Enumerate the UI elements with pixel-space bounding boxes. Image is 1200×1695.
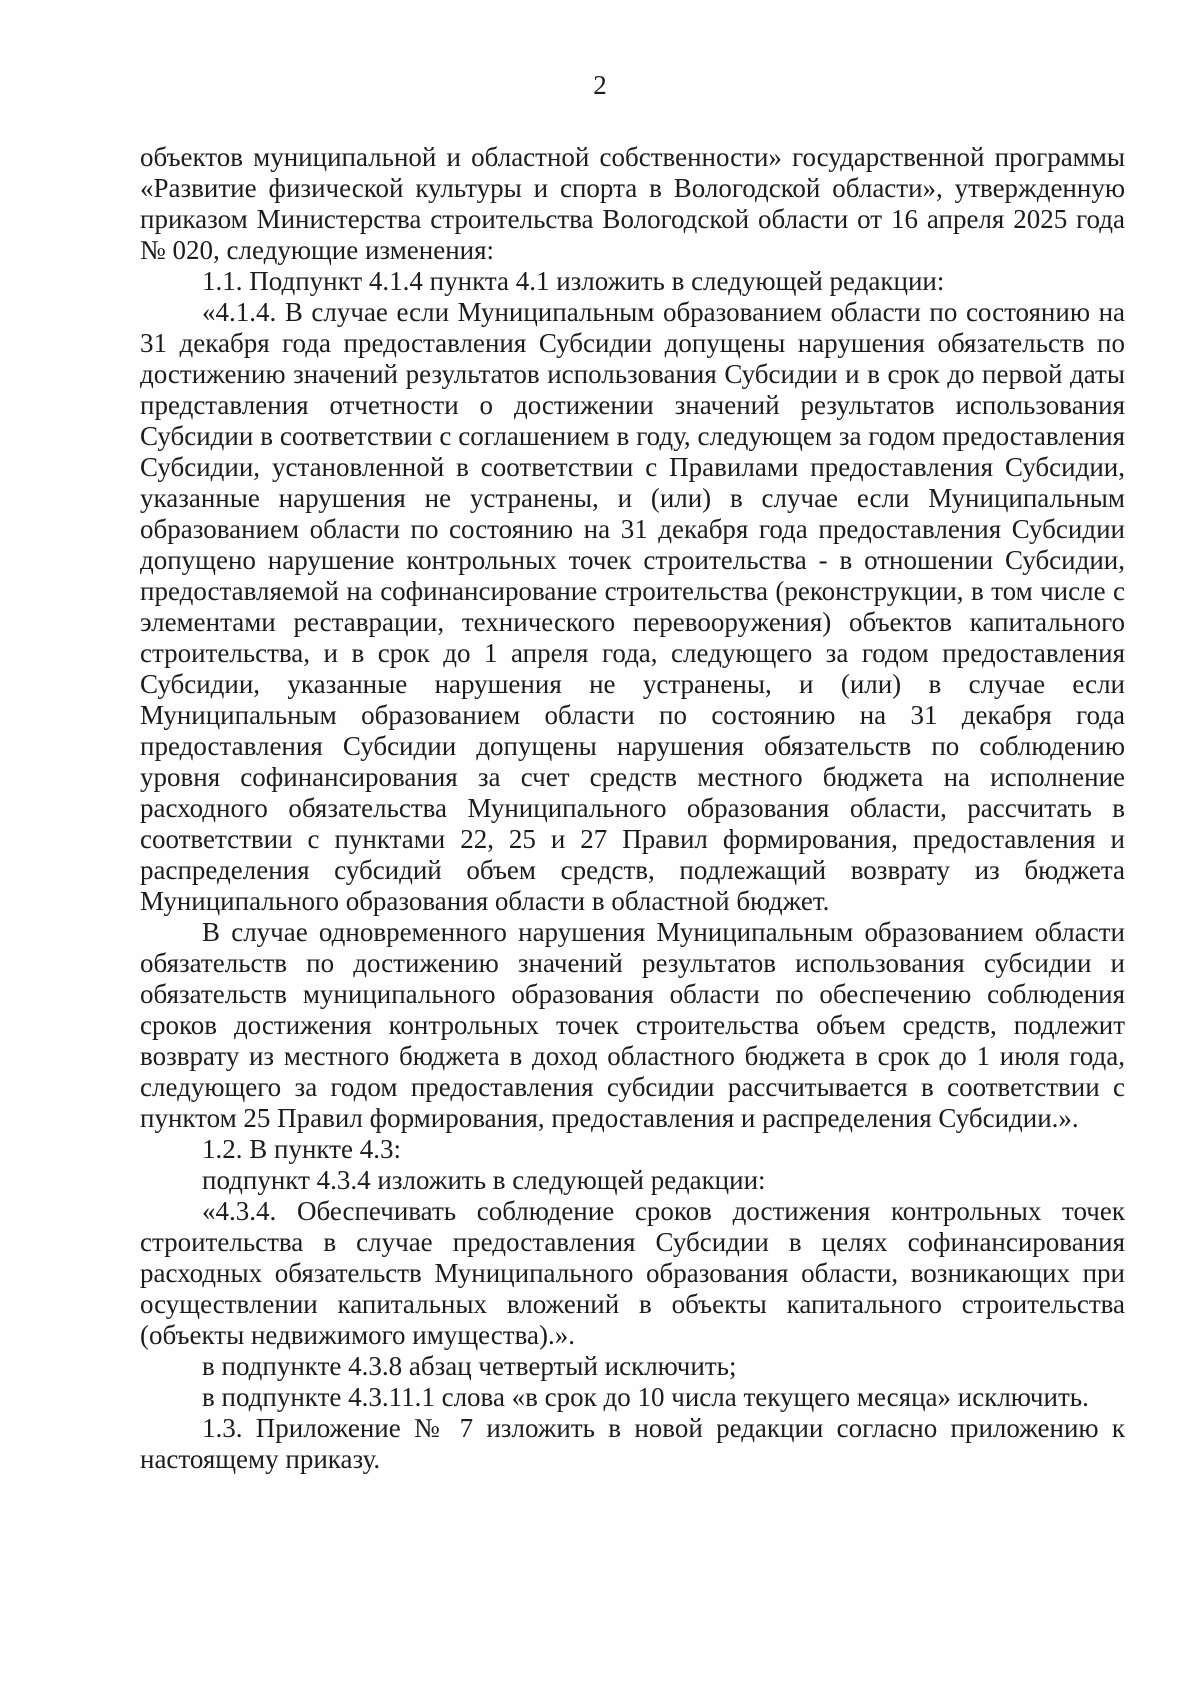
paragraph-simultaneous-violation: В случае одновременного нарушения Муниципальным образованием области обязательств по достижению значений результатов использования субсидии и обязательств муниципального образования области по обеспечению соблюдения сроков достижения контрольных точек строительства объем средств, подлежит возврату из местного бюджета в доход областного бюджета в срок до 1 июля года, следующего за годом предоставления субсидии рассчитывается в соответствии с пунктом 25 Правил формирования, предоставления и распределения Субсидии.». <box>140 917 1125 1133</box>
paragraph-subclause-4-3-4-intro: подпункт 4.3.4 изложить в следующей редакции: <box>202 1165 766 1195</box>
paragraph-clause-4-1-4: «4.1.4. В случае если Муниципальным образованием области по состоянию на 31 декабря года предоставления Субсидии допущены нарушения обязательств по достижению значений результатов использования Субсидии и в срок до первой даты представления отчетности о достижении значений результатов использования Субсидии в соответствии с соглашением в году, следующем за годом предоставления Субсидии, установленной в соответствии с Правилами предоставления Субсидии, указанные нарушения не устранены, и (или) в случае если Муниципальным образованием области по состоянию на 31 декабря года предоставления Субсидии допущено нарушение контрольных точек строительства - в отношении Субсидии, предоставляемой на софинансирование строительства (реконструкции, в том числе с элементами реставрации, технического перевооружения) объектов капитального строительства, и в срок до 1 апреля года, следующего за годом предоставления Субсидии, указанные нарушения не устранены, и (или) в случае если Муниципальным образованием области по состоянию на 31 декабря года предоставления Субсидии допущены нарушения обязательств по соблюдению уровня софинансирования за счет средств местного бюджета на исполнение расходного обязательства Муниципального образования области, рассчитать в соответствии с пунктами 22, 25 и 27 Правил формирования, предоставления и распределения субсидий объем средств, подлежащий возврату из бюджета Муниципального образования области в областной бюджет. <box>140 297 1125 916</box>
paragraph-clause-4-3-4: «4.3.4. Обеспечивать соблюдение сроков достижения контрольных точек строительства в случае предоставления Субсидии в целях софинансирования расходных обязательств Муниципального образования области, возникающих при осуществлении капитальных вложений в объекты капитального строительства (объекты недвижимого имущества).». <box>140 1196 1125 1350</box>
paragraph-subclause-4-3-8: в подпункте 4.3.8 абзац четвертый исключить; <box>202 1351 737 1381</box>
paragraph-item-1-3: 1.3. Приложение № 7 изложить в новой редакции согласно приложению к настоящему приказу. <box>140 1413 1125 1474</box>
paragraph-continuation: объектов муниципальной и областной собственности» государственной программы «Развитие физической культуры и спорта в Вологодской области», утвержденную приказом Министерства строительства Вологодской области от 16 апреля 2025 года № 020, следующие изменения: <box>140 142 1125 265</box>
paragraph-subclause-4-3-11-1: в подпункте 4.3.11.1 слова «в срок до 10 числа текущего месяца» исключить. <box>202 1382 1089 1412</box>
paragraph-item-1-2: 1.2. В пункте 4.3: <box>202 1134 401 1164</box>
paragraph-item-1-1: 1.1. Подпункт 4.1.4 пункта 4.1 изложить в следующей редакции: <box>202 266 945 296</box>
document-body <box>140 142 1125 1475</box>
page-number: 2 <box>593 70 607 100</box>
